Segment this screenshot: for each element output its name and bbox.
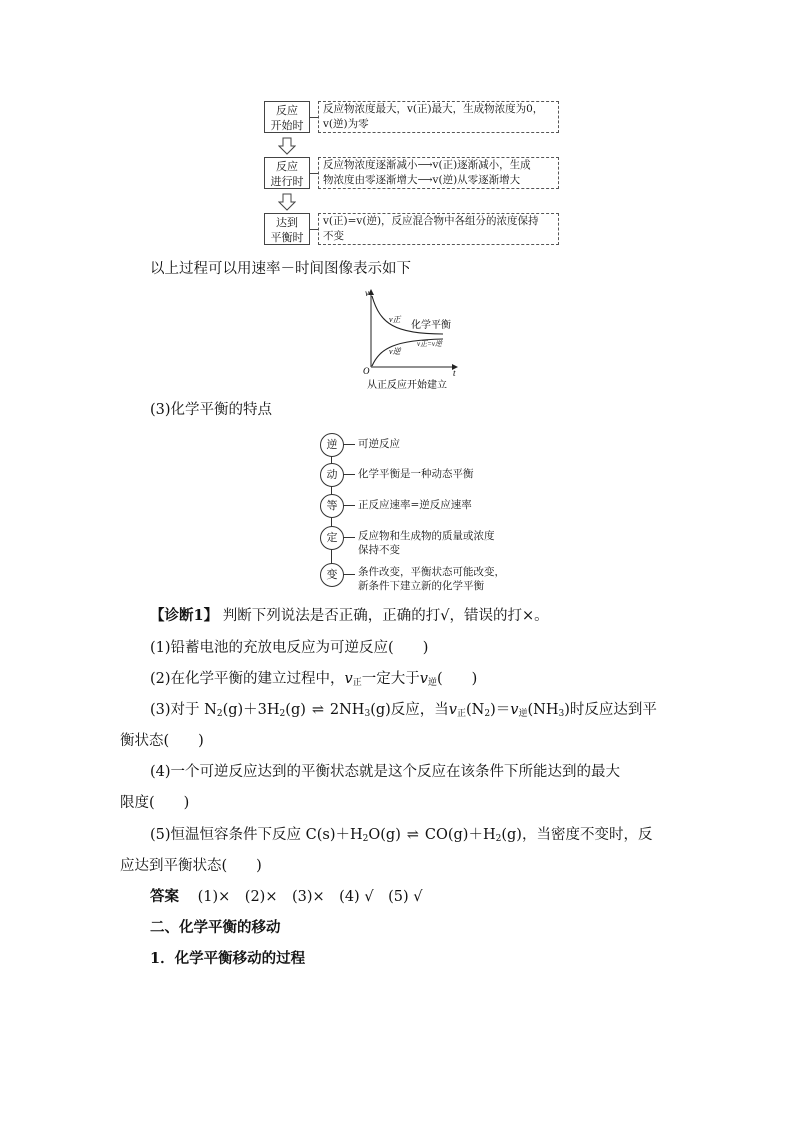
- connector-line: [343, 444, 355, 445]
- feature-circle-fixed: 定: [320, 526, 344, 550]
- question-text: (5)恒温恒容条件下反应 C(s)＋H: [150, 827, 363, 843]
- graph-intro-text: 以上过程可以用速率－时间图像表示如下: [150, 261, 411, 277]
- feature-text: 保持不变: [358, 544, 400, 556]
- stage-desc-line: v(正)=v(逆)，反应混合物中各组分的浓度保持: [323, 215, 539, 227]
- forward-rate-label: v正: [389, 315, 401, 324]
- stage-label: 达到: [276, 216, 298, 229]
- stage-desc-line: v(逆)为零: [323, 118, 369, 130]
- formula-subscript: 2: [484, 709, 491, 719]
- feature-circle-dynamic: 动: [320, 463, 344, 487]
- question-text: (3)对于 N: [150, 702, 217, 718]
- reversible-arrow-icon: ⇌: [311, 702, 324, 718]
- feature-circle-change: 变: [320, 563, 344, 587]
- formula-subscript: 3: [364, 709, 371, 719]
- connector-line: [343, 574, 355, 575]
- question-text: O(g): [368, 827, 401, 843]
- diagnosis-instruction-line: [150, 606, 549, 626]
- stage-label: 平衡时: [270, 231, 304, 244]
- graph-caption: 从正反应开始建立: [367, 380, 447, 391]
- stage-progress-box: [264, 157, 310, 189]
- formula-subscript: 3: [558, 709, 565, 719]
- rate-subscript: 正: [352, 678, 362, 688]
- connector-line: [343, 505, 355, 506]
- question-text: )时反应达到平: [564, 702, 657, 718]
- question-1: (1)铅蓄电池的充放电反应为可逆反应( ): [150, 640, 429, 656]
- x-axis-label: t: [453, 368, 456, 378]
- question-text: (g)，当密度不变时，反: [501, 827, 653, 843]
- question-text: 一定大于: [361, 671, 420, 687]
- connector-line: [343, 537, 355, 538]
- stage-desc-line: 反应物浓度逐渐减小⟶v(正)逐渐减小，生成: [323, 159, 531, 171]
- stage-desc-line: 反应物浓度最大，v(正)最大，生成物浓度为0，: [323, 103, 544, 115]
- formula-subscript: 2: [216, 709, 223, 719]
- stage-label: 反应: [276, 160, 298, 173]
- question-text: )＝: [490, 702, 511, 718]
- rate-subscript: 逆: [518, 709, 528, 719]
- question-3-continued: 衡状态( ): [120, 733, 204, 749]
- connector-line: [310, 229, 318, 230]
- question-text: (2)在化学平衡的建立过程中，: [150, 671, 345, 687]
- question-3: [150, 700, 657, 724]
- answer-label: 答案: [150, 888, 179, 905]
- equilibrium-relation: v正=v逆: [417, 340, 442, 348]
- reversible-arrow-icon: ⇌: [406, 827, 419, 843]
- question-text: ( ): [436, 671, 478, 687]
- feature-text: 新条件下建立新的化学平衡: [358, 580, 484, 592]
- stage-equilibrium-box: [264, 213, 310, 245]
- question-5: [150, 825, 652, 849]
- feature-circle-equal: 等: [320, 494, 344, 518]
- stage-desc-line: 物浓度由零逐渐增大⟶v(逆)从零逐渐增大: [323, 174, 521, 186]
- feature-text: 正反应速率=逆反应速率: [358, 499, 472, 511]
- question-5-continued: 应达到平衡状态( ): [120, 858, 262, 874]
- rate-subscript: 正: [457, 709, 467, 719]
- question-text: (N: [466, 702, 485, 718]
- stage-label: 反应: [276, 104, 298, 117]
- rate-subscript: 逆: [427, 678, 437, 688]
- feature-text: 条件改变，平衡状态可能改变，: [358, 566, 505, 578]
- feature-text: 化学平衡是一种动态平衡: [358, 468, 474, 480]
- reverse-rate-label: v逆: [389, 347, 401, 356]
- rate-symbol: v: [448, 702, 457, 718]
- equilibrium-label: 化学平衡: [411, 320, 451, 331]
- connector-line: [310, 117, 318, 118]
- question-2: [150, 669, 477, 693]
- stage-progress-description: [318, 157, 559, 189]
- rate-time-graph: [355, 284, 465, 392]
- stage-start-box: [264, 101, 310, 133]
- answer-line: [150, 887, 422, 907]
- formula-subscript: 2: [279, 709, 286, 719]
- diagnosis-instruction: 判断下列说法是否正确，正确的打√，错误的打×。: [222, 608, 549, 624]
- question-text: 2NH: [329, 702, 365, 718]
- stage-start-description: [318, 101, 559, 133]
- feature-text: 可逆反应: [358, 438, 400, 450]
- origin-label: O: [363, 366, 370, 376]
- stage-desc-line: 不变: [323, 230, 344, 242]
- down-arrow-icon: [278, 193, 296, 211]
- question-text: (g)＋3H: [222, 702, 280, 718]
- connector-line: [343, 474, 355, 475]
- y-axis-label: v: [365, 288, 369, 298]
- feature-circle-reversible: 逆: [320, 433, 344, 457]
- connector-line: [310, 173, 318, 174]
- rate-symbol: v: [419, 671, 428, 687]
- formula-subscript: 2: [362, 834, 369, 844]
- features-title: (3)化学平衡的特点: [150, 402, 273, 418]
- question-text: (g): [285, 702, 306, 718]
- rate-symbol: v: [510, 702, 519, 718]
- feature-text: 反应物和生成物的质量或浓度: [358, 530, 495, 542]
- question-4: (4)一个可逆反应达到的平衡状态就是这个反应在该条件下所能达到的最大: [150, 764, 621, 780]
- stage-label: 进行时: [270, 175, 304, 188]
- question-text: (g)反应，当: [370, 702, 449, 718]
- question-text: (NH: [527, 702, 559, 718]
- formula-subscript: 2: [495, 834, 502, 844]
- rate-symbol: v: [344, 671, 353, 687]
- stage-label: 开始时: [270, 119, 304, 132]
- stage-equilibrium-description: [318, 213, 559, 245]
- section-subheading: 1．化学平衡移动的过程: [150, 950, 306, 967]
- diagnosis-tag: 【诊断1】: [150, 607, 219, 624]
- down-arrow-icon: [278, 137, 296, 155]
- section-heading: 二、化学平衡的移动: [150, 919, 281, 936]
- question-4-continued: 限度( ): [120, 795, 190, 811]
- answer-text: (1)× (2)× (3)× (4) √ (5) √: [197, 889, 423, 905]
- question-text: CO(g)＋H: [424, 827, 496, 843]
